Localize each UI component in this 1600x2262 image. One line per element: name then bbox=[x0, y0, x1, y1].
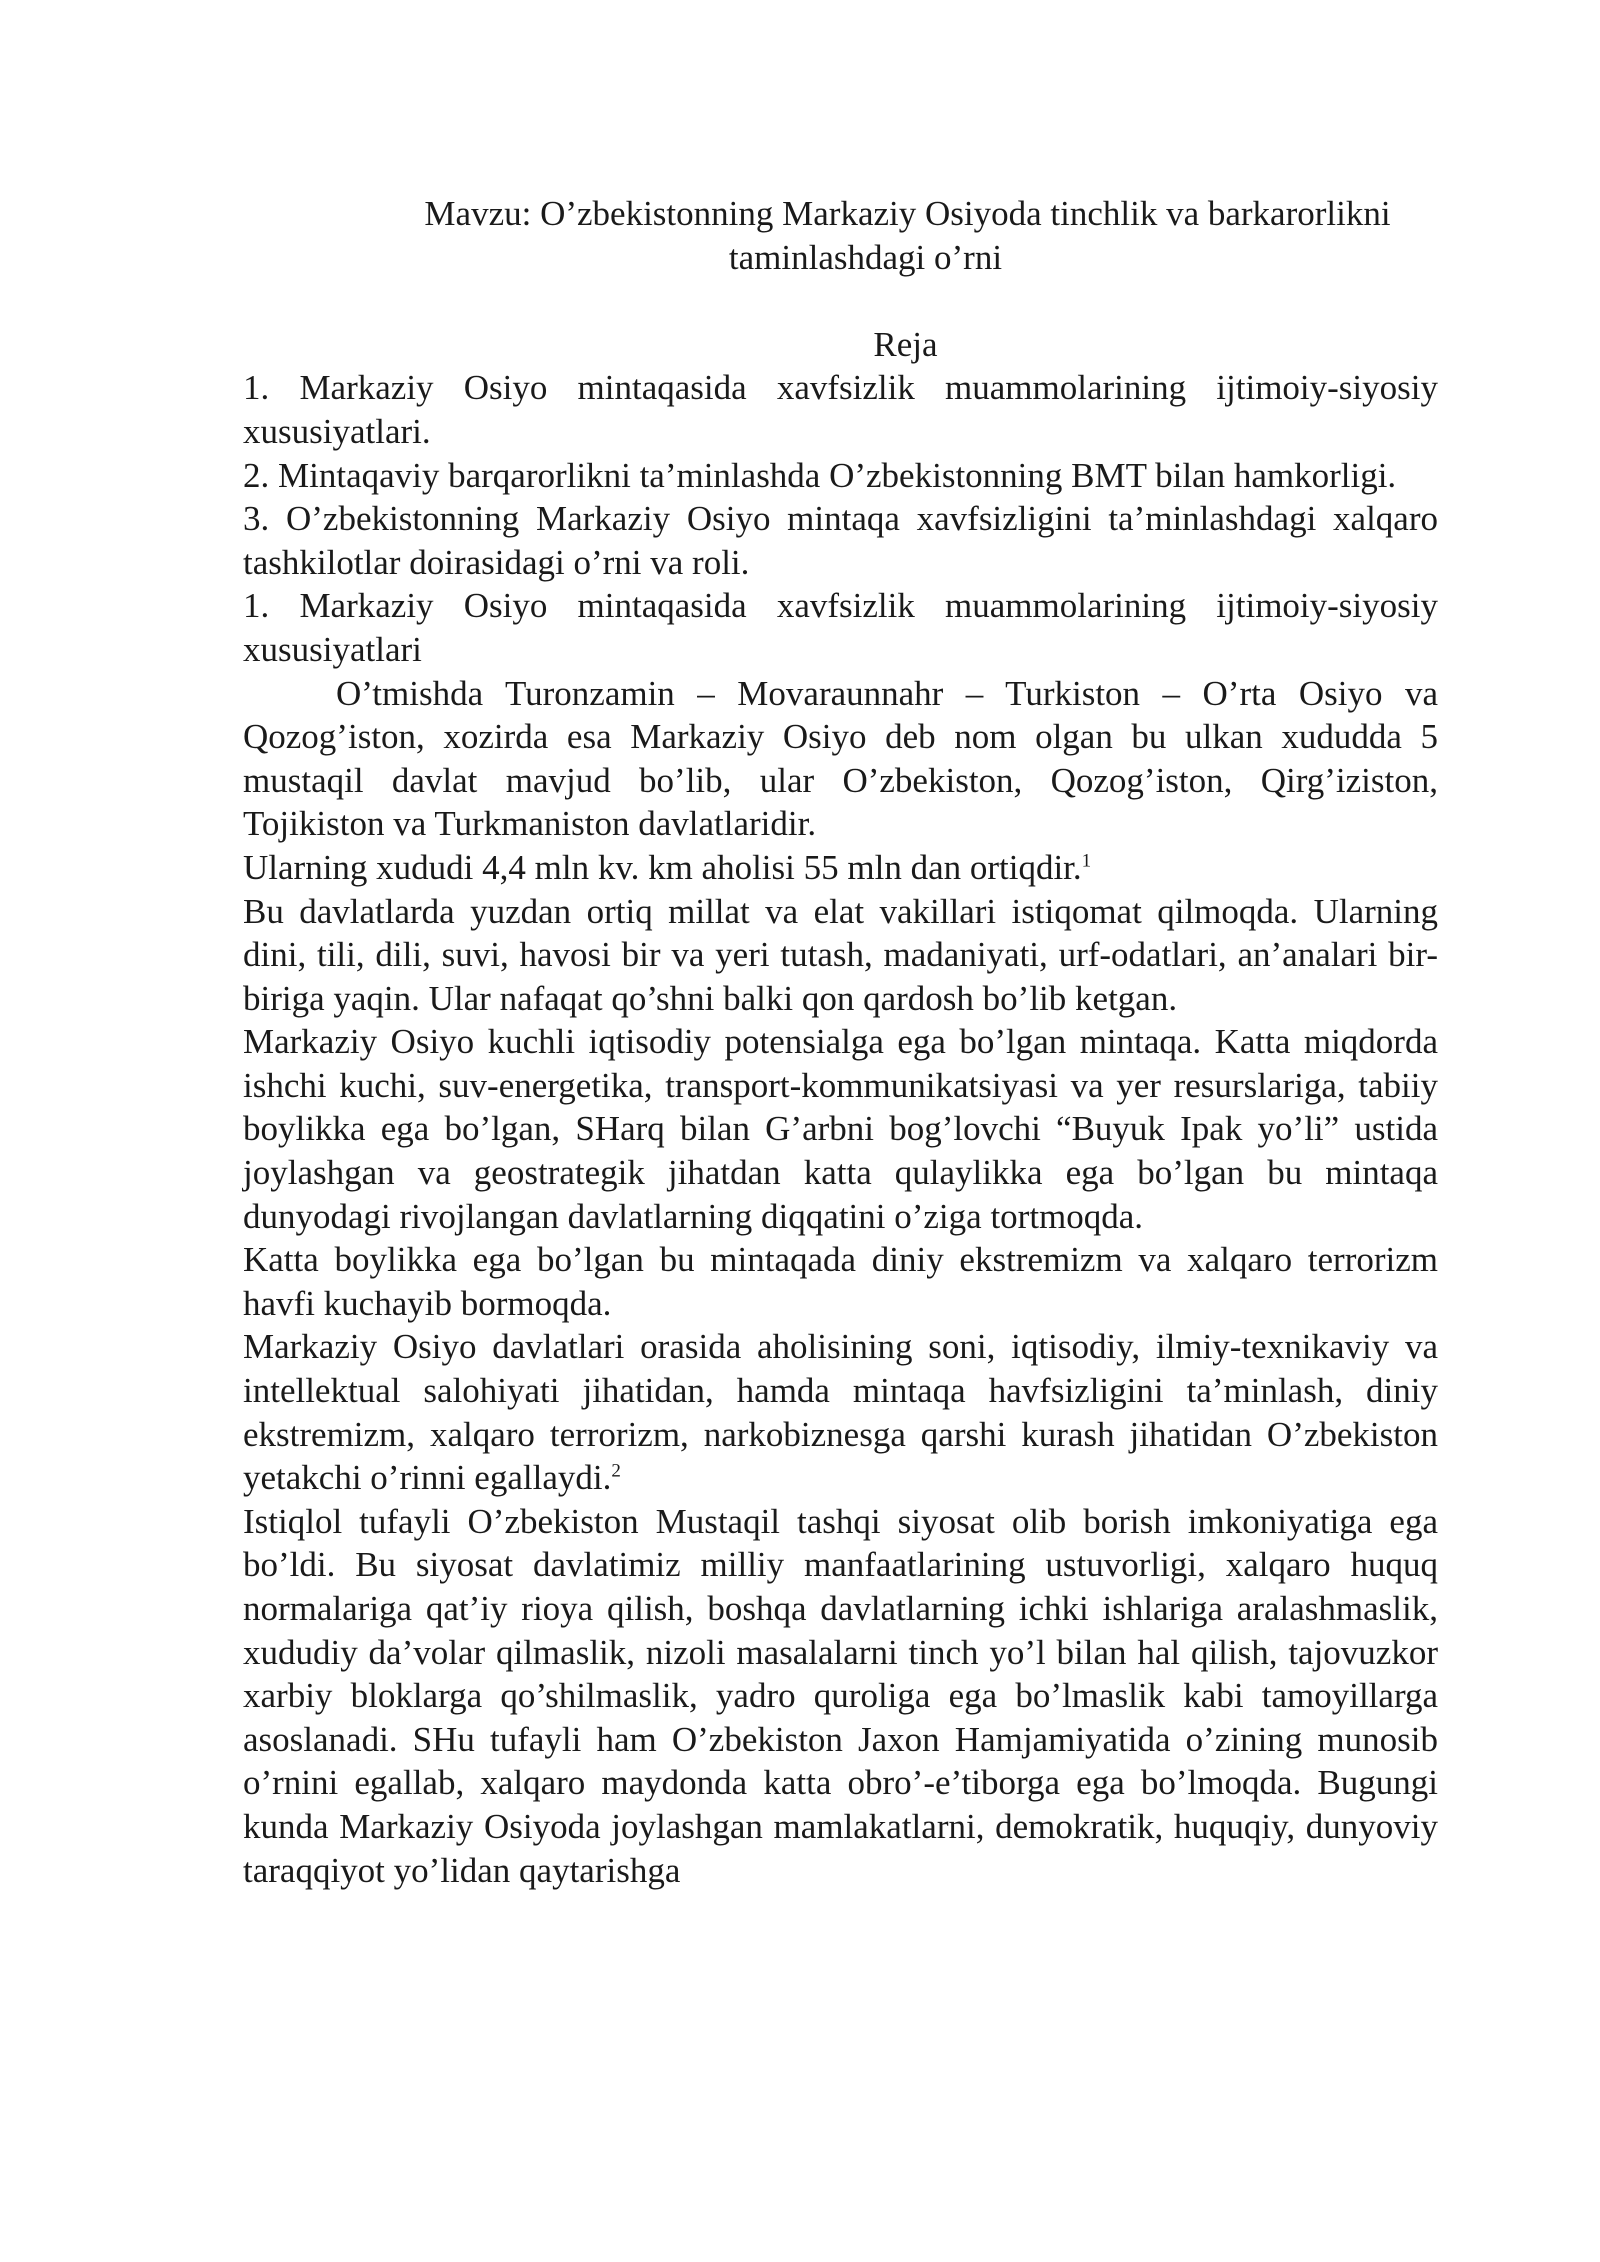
section-1-heading: 1. Markaziy Osiyo mintaqasida xavfsizlik muammolarining ijtimoiy-siyosiy xususiyatlari bbox=[243, 586, 1438, 669]
footnote-ref-2: 2 bbox=[611, 1460, 621, 1482]
paragraph-2 bbox=[243, 846, 1438, 890]
paragraph-6-text: Markaziy Osiyo davlatlari orasida aholisining soni, iqtisodiy, ilmiy-texnikaviy va intellektual salohiyati jihatidan, hamda mintaqa havfsizligini ta’minlash, diniy ekstremizm, xalqaro terrorizm, narkobiznesga qarshi kurash jihatidan O’zbekiston yetakchi o’rinni egallaydi. bbox=[243, 1327, 1438, 1498]
paragraph-3: Bu davlatlarda yuzdan ortiq millat va elat vakillari istiqomat qilmoqda. Ularning dini, tili, dili, suvi, havosi bir va yeri tutash, madaniyati, urf-odatlari, an’analari bir-biriga yaqin. Ular nafaqat qo’shni balki qon qardosh bo’lib ketgan. bbox=[243, 891, 1438, 1018]
footnote-ref-1: 1 bbox=[1081, 850, 1092, 872]
paragraph-1: O’tmishda Turonzamin – Movaraunnahr – Turkiston – O’rta Osiyo va Qozog’iston, xozirda esa Markaziy Osiyo deb nom olgan bu ulkan xududda 5 mustaqil davlat mavjud bo’lib, ular O’zbekiston, Qozog’iston, Qirg’iziston, Tojikiston va Turkmaniston davlatlaridir. bbox=[243, 673, 1438, 844]
paragraph-7: Istiqlol tufayli O’zbekiston Mustaqil tashqi siyosat olib borish imkoniyatiga ega bo’ldi. Bu siyosat davlatimiz milliy manfaatlarining ustuvorligi, xalqaro huquq normalariga qat’iy rioya qilish, boshqa davlatlarning ichki ishlariga aralashmaslik, xududiy da’volar qilmaslik, nizoli masalalarni tinch yo’l bilan hal qilish, tajovuzkor xarbiy bloklarga qo’shilmaslik, yadro quroliga ega bo’lmaslik kabi tamoyillarga asoslanadi. SHu tufayli ham O’zbekiston Jaxon Hamjamiyatida o’zining munosib o’rnini egallab, xalqaro maydonda katta obro’-e’tiborga ega bo’lmoqda. Bugungi kunda Markaziy Osiyoda joylashgan mamlakatlarni, demokratik, huquqiy, dunyoviy taraqqiyot yo’lidan qaytarishga bbox=[243, 1501, 1438, 1890]
plan-item-2: 2. Mintaqaviy barqarorlikni ta’minlashda O’zbekistonning BMT bilan hamkorligi. bbox=[243, 455, 1397, 495]
plan-item-1: 1. Markaziy Osiyo mintaqasida xavfsizlik muammolarining ijtimoiy-siyosiy xususiyatlari. bbox=[243, 368, 1438, 451]
paragraph-4: Markaziy Osiyo kuchli iqtisodiy potensialga ega bo’lgan mintaqa. Katta miqdorda ishchi kuchi, suv-energetika, transport-kommunikatsiyasi va yer resurslariga, tabiiy boylikka ega bo’lgan, SHarq bilan G’arbni bog’lovchi “Buyuk Ipak yo’li” ustida joylashgan va geostrategik jihatdan katta qulaylikka ega bo’lgan bu mintaqa dunyodagi rivojlangan davlatlarning diqqatini o’ziga tortmoqda. bbox=[243, 1022, 1438, 1236]
paragraph-6 bbox=[243, 1325, 1438, 1499]
plan-heading: Reja bbox=[873, 324, 938, 364]
document-body bbox=[243, 192, 1438, 1892]
blank-line bbox=[243, 279, 1438, 323]
plan-item-3: 3. O’zbekistonning Markaziy Osiyo mintaqa xavfsizligini ta’minlashdagi xalqaro tashkilotlar doirasidagi o’rni va roli. bbox=[243, 499, 1438, 582]
document-title-line-1: Mavzu: O’zbekistonning Markaziy Osiyoda tinchlik va barkarorlikni bbox=[424, 194, 1391, 233]
paragraph-2-text: Ularning xududi 4,4 mln kv. km aholisi 55 mln dan ortiqdir. bbox=[243, 847, 1082, 887]
document-title-line-2: taminlashdagi o’rni bbox=[728, 237, 1003, 277]
paragraph-5: Katta boylikka ega bo’lgan bu mintaqada diniy ekstremizm va xalqaro terrorizm havfi kuchayib bormoqda. bbox=[243, 1240, 1438, 1323]
